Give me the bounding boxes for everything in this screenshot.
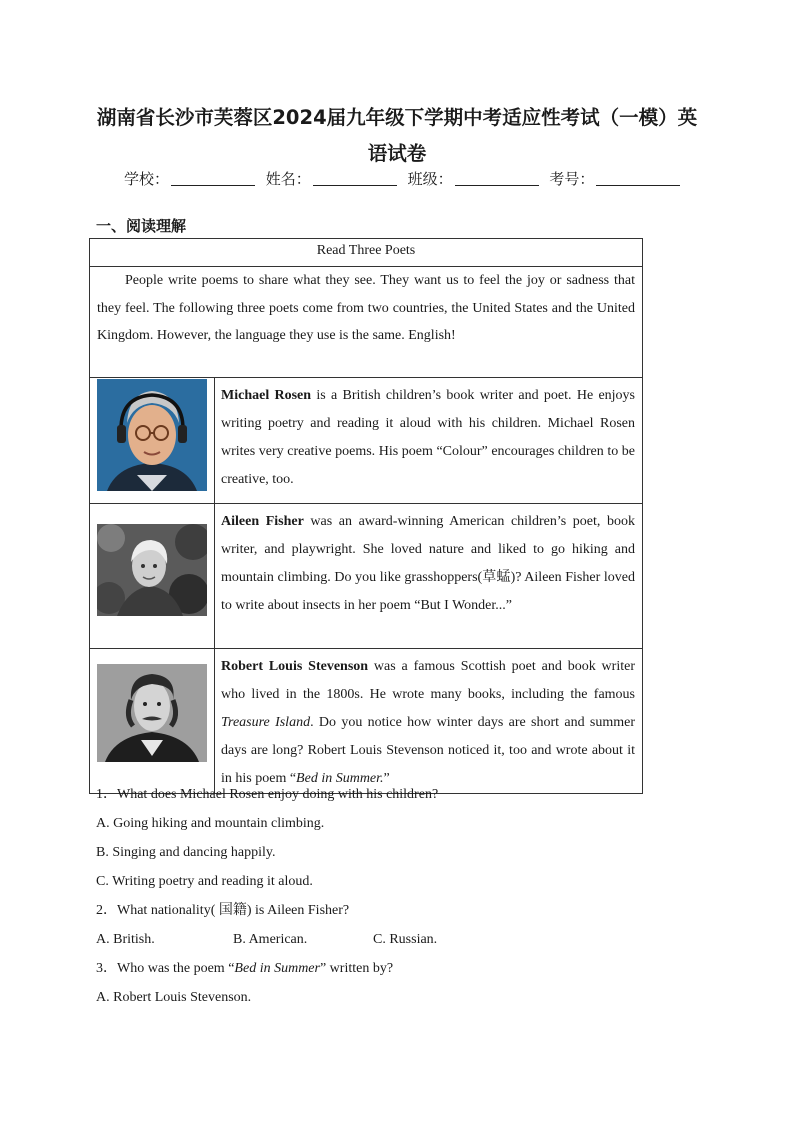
poet-photo-cell bbox=[90, 649, 215, 794]
question-3: 3．Who was the poem “Bed in Summer” written by? bbox=[96, 961, 394, 976]
poet-description-michael-rosen: Michael Rosen is a British children’s book writer and poet. He enjoys writing poetry and reading it aloud with his children. Michael Rosen writes very creative poems. His poem “Colour” encourages children to be creative, too. bbox=[215, 378, 643, 504]
portrait-robert-louis-stevenson-icon bbox=[97, 664, 207, 762]
question-2-option-a[interactable]: A. British. bbox=[96, 932, 155, 947]
question-list bbox=[96, 780, 656, 1012]
poet-description-robert-louis-stevenson: Robert Louis Stevenson was a famous Scottish poet and book writer who lived in the 1800s. He wrote many books, including the famous Treasure Island. Do you notice how winter days are short and summer days are long? Robert Louis Stevenson noticed it, too and wrote about it in his poem “Bed in Summer.” bbox=[215, 649, 643, 794]
reading-table bbox=[89, 238, 643, 794]
question-1-option-c[interactable]: C. Writing poetry and reading it aloud. bbox=[96, 874, 313, 889]
class-field[interactable]: 班级： bbox=[408, 168, 539, 189]
school-field[interactable]: 学校： bbox=[124, 168, 255, 189]
passage-intro: People write poems to share what they see. They want us to feel the joy or sadness that they feel. The following three poets come from two countries, the United States and the United Kingdom. However, the language they use is the same. English! bbox=[90, 267, 643, 378]
exam-title-line2: 语试卷 bbox=[367, 142, 427, 165]
question-1: 1．What does Michael Rosen enjoy doing with his children? bbox=[96, 787, 439, 802]
name-field[interactable]: 姓名： bbox=[266, 168, 397, 189]
poet-description-aileen-fisher: Aileen Fisher was an award-winning American children’s poet, book writer, and playwright. She loved nature and liked to go hiking and mountain climbing. Do you like grasshoppers(草蜢)? Aileen Fisher loved to write about insects in her poem “But I Wonder...” bbox=[215, 504, 643, 649]
question-2-option-c[interactable]: C. Russian. bbox=[373, 932, 438, 947]
question-3-option-a[interactable]: A. Robert Louis Stevenson. bbox=[96, 990, 252, 1005]
student-info-row bbox=[124, 168, 686, 189]
passage-title: Read Three Poets bbox=[90, 239, 643, 267]
question-2: 2．What nationality( 国籍) is Aileen Fisher? bbox=[96, 903, 350, 918]
portrait-michael-rosen-icon bbox=[97, 379, 207, 491]
question-1-option-a[interactable]: A. Going hiking and mountain climbing. bbox=[96, 816, 325, 831]
portrait-aileen-fisher-icon bbox=[97, 524, 207, 616]
question-1-option-b[interactable]: B. Singing and dancing happily. bbox=[96, 845, 276, 860]
poet-photo-cell bbox=[90, 504, 215, 649]
exam-title-line1: 湖南省长沙市芙蓉区2024届九年级下学期中考适应性考试（一模）英 bbox=[96, 106, 698, 129]
exam-number-field[interactable]: 考号： bbox=[549, 168, 680, 189]
question-2-options bbox=[96, 925, 656, 954]
poet-photo-cell bbox=[90, 378, 215, 504]
exam-title bbox=[90, 100, 704, 172]
question-2-option-b[interactable]: B. American. bbox=[233, 932, 308, 947]
section-title: 一、阅读理解 bbox=[96, 217, 187, 235]
